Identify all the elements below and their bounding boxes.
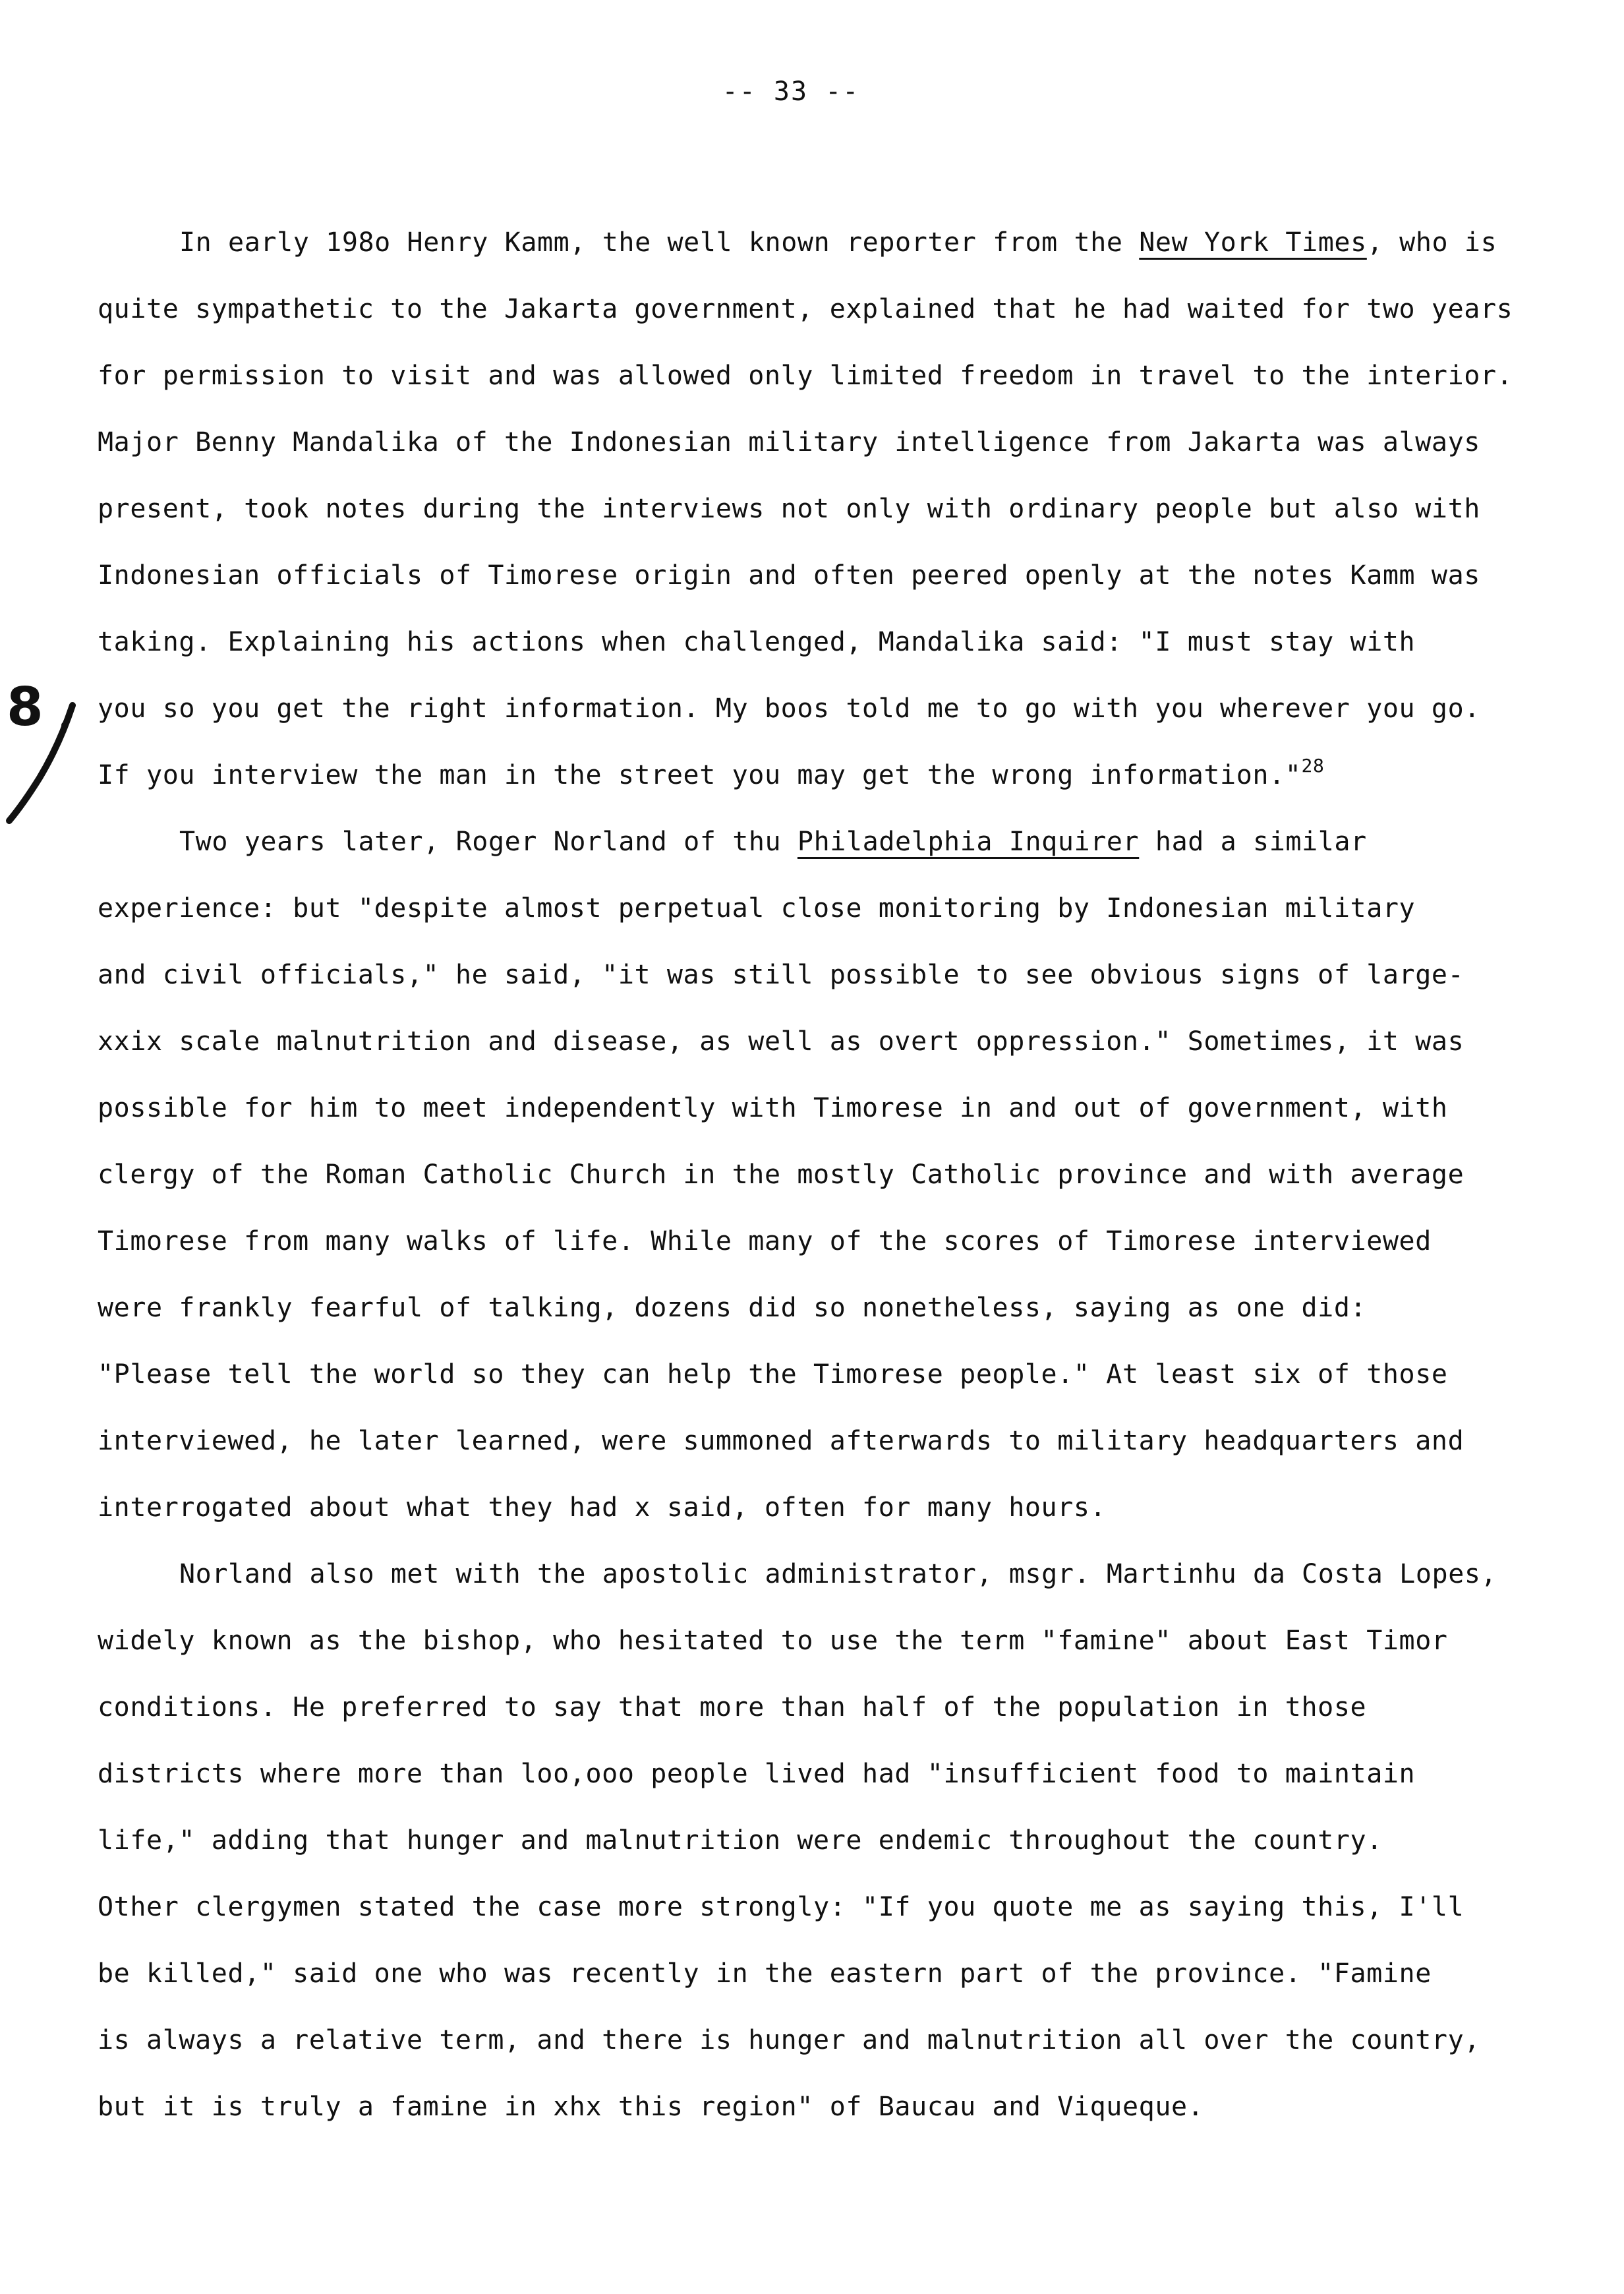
text-line xyxy=(98,1009,1534,1075)
text-segment: xxix scale malnutrition and disease, as well as overt oppression." Sometimes, it was xyxy=(98,1026,1464,1057)
text-line xyxy=(98,1075,1534,1142)
footnote-marker: 28 xyxy=(1301,755,1325,777)
text-segment: conditions. He preferred to say that more than half of the population in those xyxy=(98,1692,1367,1722)
text-line xyxy=(98,942,1534,1009)
text-line xyxy=(98,1208,1534,1275)
text-segment: quite sympathetic to the Jakarta government, explained that he had waited for two years xyxy=(98,294,1513,324)
publication-title: New York Times xyxy=(1139,227,1367,258)
text-line xyxy=(98,210,1534,276)
text-segment: and civil officials," he said, "it was still possible to see obvious signs of large- xyxy=(98,960,1464,990)
text-line xyxy=(98,276,1534,343)
text-line xyxy=(98,1142,1534,1208)
text-segment: widely known as the bishop, who hesitated to use the term "famine" about East Timor xyxy=(98,1626,1448,1656)
text-segment: possible for him to meet independently with Timorese in and out of government, with xyxy=(98,1093,1448,1123)
text-segment: If you interview the man in the street you may get the wrong information." xyxy=(98,760,1302,790)
text-line xyxy=(98,609,1534,676)
margin-annotation-number: 8 xyxy=(7,676,44,738)
text-segment: districts where more than loo,ooo people lived had "insufficient food to maintain xyxy=(98,1759,1416,1789)
margin-annotation xyxy=(0,666,92,824)
text-line xyxy=(98,676,1534,742)
text-line xyxy=(98,1408,1534,1475)
text-line xyxy=(98,343,1534,409)
text-segment: is always a relative term, and there is hunger and malnutrition all over the country, xyxy=(98,2025,1480,2055)
text-segment: experience: but "despite almost perpetual close monitoring by Indonesian military xyxy=(98,893,1416,924)
text-line xyxy=(98,543,1534,609)
text-segment: taking. Explaining his actions when challenged, Mandalika said: "I must stay with xyxy=(98,627,1416,657)
text-segment: be killed," said one who was recently in the eastern part of the province. "Famine xyxy=(98,1958,1432,1989)
text-segment: you so you get the right information. My boos told me to go with you wherever you go. xyxy=(98,693,1480,724)
text-segment: but it is truly a famine in xhx this region" of Baucau and Viqueque. xyxy=(98,2092,1204,2122)
text-line xyxy=(98,809,1534,875)
text-segment: , who is xyxy=(1366,227,1497,258)
text-segment: interrogated about what they had x said, often for many hours. xyxy=(98,1492,1107,1523)
text-segment: Major Benny Mandalika of the Indonesian military intelligence from Jakarta was always xyxy=(98,427,1480,457)
text-line xyxy=(98,2074,1534,2140)
text-segment: clergy of the Roman Catholic Church in the mostly Catholic province and with average xyxy=(98,1160,1464,1190)
text-segment: had a similar xyxy=(1139,827,1367,857)
publication-title: Philadelphia Inquirer xyxy=(797,827,1140,857)
text-segment: Indonesian officials of Timorese origin and often peered openly at the notes Kamm was xyxy=(98,560,1480,591)
text-line xyxy=(98,742,1534,809)
text-segment: In early 198o Henry Kamm, the well known reporter from the xyxy=(179,227,1140,258)
text-segment: "Please tell the world so they can help the Timorese people." At least six of those xyxy=(98,1359,1448,1390)
page-number: -- 33 -- xyxy=(722,76,860,107)
text-line xyxy=(98,1475,1534,1541)
body-text xyxy=(98,210,1534,2140)
text-line xyxy=(98,1741,1534,1808)
text-line xyxy=(98,1341,1534,1408)
text-line xyxy=(98,476,1534,543)
text-segment: interviewed, he later learned, were summoned afterwards to military headquarters and xyxy=(98,1426,1464,1456)
text-segment: for permission to visit and was allowed only limited freedom in travel to the interior. xyxy=(98,361,1513,391)
text-line xyxy=(98,1874,1534,1941)
text-segment: were frankly fearful of talking, dozens did so nonetheless, saying as one did: xyxy=(98,1293,1367,1323)
text-segment: Other clergymen stated the case more strongly: "If you quote me as saying this, I'll xyxy=(98,1892,1464,1922)
text-line xyxy=(98,1275,1534,1341)
text-line xyxy=(98,1674,1534,1741)
text-segment: Two years later, Roger Norland of thu xyxy=(179,827,798,857)
text-line xyxy=(98,1808,1534,1874)
text-line xyxy=(98,409,1534,476)
text-segment: present, took notes during the interviews not only with ordinary people but also with xyxy=(98,494,1480,524)
text-line xyxy=(98,1608,1534,1674)
text-line xyxy=(98,2007,1534,2074)
text-segment: Norland also met with the apostolic administrator, msgr. Martinhu da Costa Lopes, xyxy=(179,1559,1497,1589)
text-line xyxy=(98,1541,1534,1608)
text-line xyxy=(98,1941,1534,2007)
text-line xyxy=(98,875,1534,942)
text-segment: life," adding that hunger and malnutrition were endemic throughout the country. xyxy=(98,1825,1383,1856)
text-segment: Timorese from many walks of life. While many of the scores of Timorese interviewed xyxy=(98,1226,1432,1256)
